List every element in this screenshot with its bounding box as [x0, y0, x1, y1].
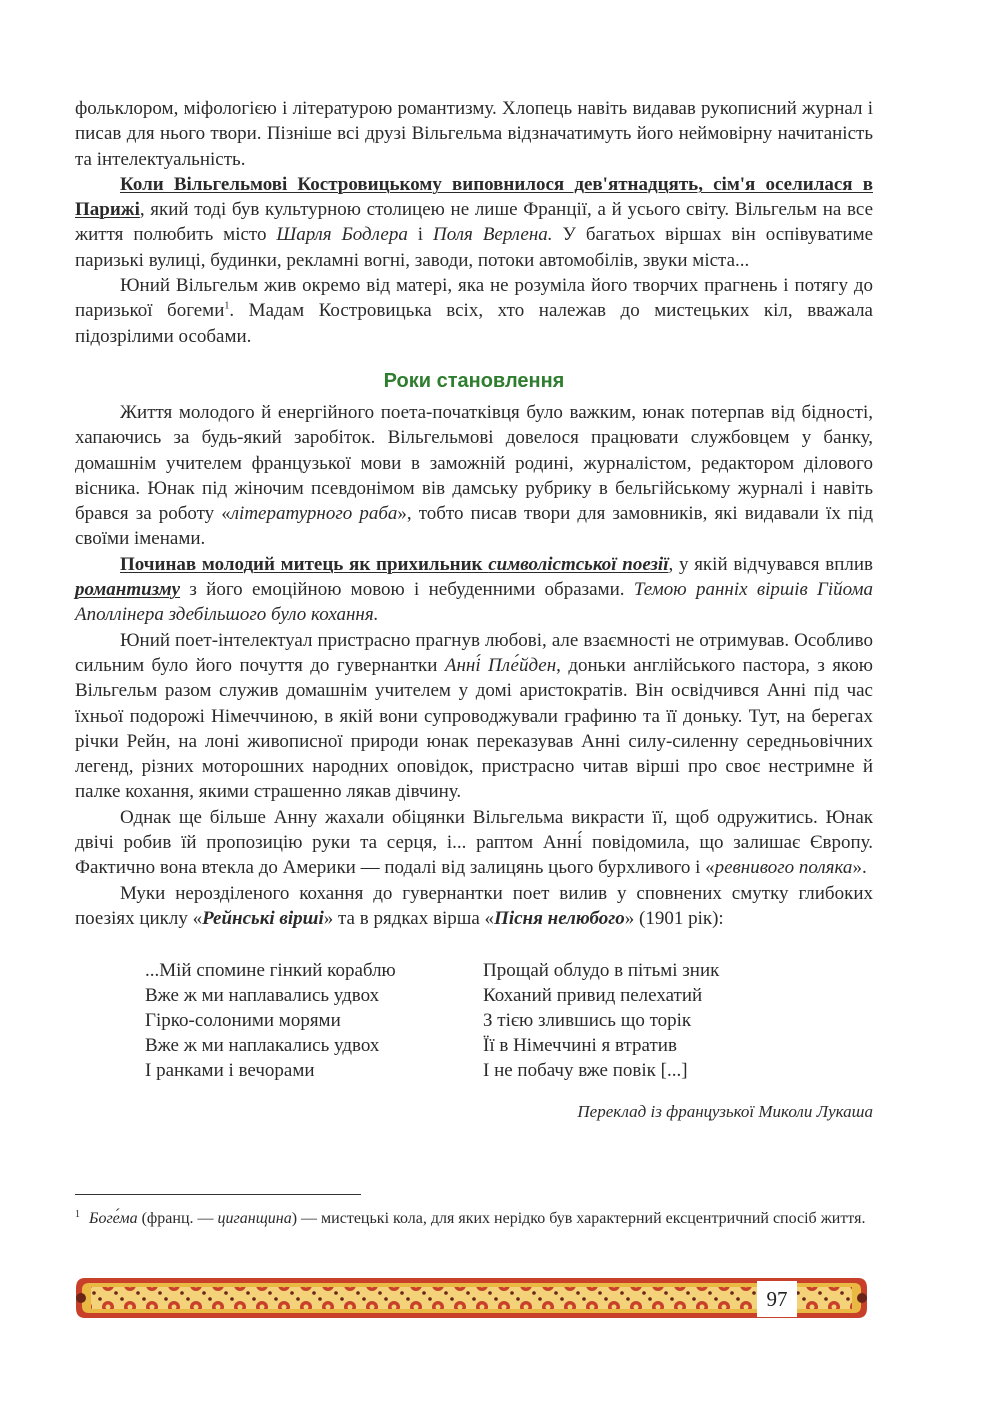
- paragraph-6: Юний поет-інтелектуал пристрасно прагнув любові, але взаємності не отримував. Особливо сильним було його почуття до гувернантки Анні́ Пле́йден, доньки англійського пастора, з якою Вільгельм разом служив домашнім учителем у домі аристократів. Він освідчився Анні під час їхньої подорожі Німеччиною, в якій вони супроводжували графиню та її доньку. Тут, на берегах річки Рейн, на лоні живописної природи юнак переказував Анні силу-силенну середньовічних легенд, різних моторошних народних оповідок, пристрасно читав вірші про своє нестримне й палке кохання, якими страшенно лякав дівчину.: [75, 629, 873, 803]
- poem-line: Гірко-солоними морями: [145, 1010, 341, 1032]
- paragraph-7: Однак ще більше Анну жахали обіцянки Вільгельма викрасти її, щоб одружитись. Юнак двічі робив їй пропозицію руки та серця, і... раптом Анні́ повідомила, що залишає Європу. Фактично вона втекла до Америки — подалі від залицянь цього бурхливого і «ревнивого поляка».: [75, 806, 873, 879]
- footnote-ref: 1: [224, 301, 230, 313]
- poem-column-right: [483, 958, 821, 1083]
- footnote-number: 1: [75, 1208, 80, 1220]
- main-text: [75, 96, 873, 1124]
- translation-attribution: Переклад із французької Миколи Лукаша: [577, 1102, 873, 1122]
- poem-line: Вже ж ми наплакались удвох: [145, 1035, 380, 1057]
- poem-line: Коханий привид пелехатий: [483, 985, 703, 1007]
- paragraph-8: Муки нерозділеного кохання до гувернантки поет вилив у сповнених смутку глибоких поезіях циклу «Рейнські вірші» та в рядках вірша «Пісня нелюбого» (1901 рік):: [75, 882, 873, 929]
- section-heading: Роки становлення: [383, 369, 565, 392]
- poem-line: І ранками і вечорами: [145, 1060, 315, 1082]
- paragraph-4: Життя молодого й енергійного поета-початківця було важким, юнак потерпав від бідності, хапаючись за будь-який заробіток. Вільгельмові довелося працювати службовцем у банку, домашнім учителем французької мови в заможній родині, журналістом, редактором ділового вісника. Юнак під жіночим псевдонімом вів дамську рубрику в бельгійському журналі і навіть брався за роботу «літературного раба», тобто писав твори для замовників, які видавали їх під своїми іменами.: [75, 401, 874, 550]
- footnote-term: Боге́ма: [89, 1210, 138, 1227]
- paragraph-2: Коли Вільгельмові Костровицькому виповнилося дев'ятнадцять, сім'я оселилася в Парижі, який тоді був культурною столицею не лише Франції, а й усього світу. Вільгельм на все життя полюбить місто Шарля Бодлера і Поля Верлена. У багатьох віршах він оспівуватиме паризькі вулиці, будинки, рекламні вогні, заводи, потоки автомобілів, звуки міста...: [75, 173, 874, 271]
- page-number: 97: [757, 1281, 797, 1317]
- poem-column-left: [145, 958, 483, 1083]
- poem-line: Прощай облудо в пітьмі зник: [483, 960, 720, 982]
- italic-name: Шарля Бодлера: [276, 224, 408, 246]
- poem-line: І не побачу вже повік [...]: [483, 1060, 688, 1082]
- decorative-border-ornament: [75, 1274, 868, 1322]
- footnote-divider: [75, 1194, 361, 1195]
- footnote: $^1$ Боге́ма (франц. — циганщина) — мистецькі кола, для яких нерідко був характерний ексцентричний спосіб життя.: [75, 1208, 866, 1227]
- poem-excerpt: [145, 958, 873, 1083]
- poem-line: З тією злившись що торік: [483, 1010, 692, 1032]
- paragraph-3: Юний Вільгельм жив окремо від матері, яка не розуміла його творчих прагнень і потягу до паризької богеми$^1$. Мадам Костровицька всіх, хто належав до мистецьких кіл, вважала підозрілими особами.: [75, 275, 873, 347]
- paragraph-5: Починав молодий митець як прихильник символістської поезії, у якій відчувався вплив романтизму з його емоційною мовою і небуденними образами. Темою ранніх віршів Гійома Аполлінера здебільшого було кохання.: [75, 553, 874, 626]
- poem-line: ...Мій спомине гінкий кораблю: [145, 960, 396, 982]
- bold-underlined-phrase: Коли Вільгельмові Костровицькому виповнилося дев'ятнадцять, сім'я оселилася в Парижі: [75, 173, 873, 221]
- poem-line: Вже ж ми наплавались удвох: [145, 985, 380, 1007]
- paragraph-1: фольклором, міфологією і літературою романтизму. Хлопець навіть видавав рукописний журнал і писав для нього твори. Пізніше всі друзі Вільгельма відзначатимуть його неймовірну начитаність та інтелектуальність.: [75, 98, 873, 170]
- poem-line: Її в Німеччині я втратив: [483, 1035, 677, 1057]
- italic-name: Поля Верлена.: [433, 224, 553, 246]
